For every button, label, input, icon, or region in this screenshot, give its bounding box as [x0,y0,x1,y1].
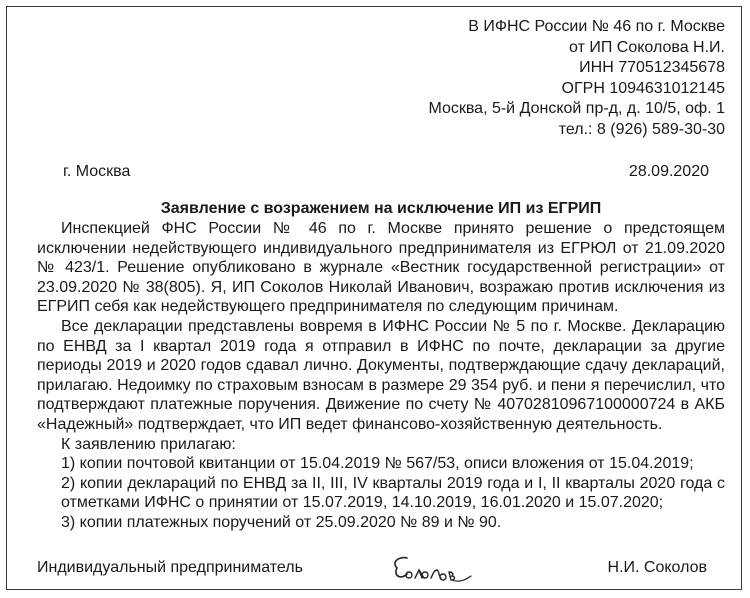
attachment-item: 2) копии деклараций по ЕНВД за II, III, IV кварталы 2019 года и I, II кварталы 2020 года с отметками ИФНС о принятии от 15.07.2019, 14.10.2019, 16.01.2020 и 15.07.2020; [61,474,725,512]
sender-line: от ИП Соколова Н.И. [569,38,725,56]
address-line: Москва, 5-й Донской пр-д, д. 10/5, оф. 1 [428,100,725,117]
attachment-item: 1) копии почтовой квитанции от 15.04.2019 № 567/53, описи вложения от 15.04.2019; [61,455,694,473]
ogrn-line: ОГРН 1094631012145 [561,79,725,97]
inn-line: ИНН 770512345678 [579,59,725,76]
attachment-item: 3) копии платежных поручений от 25.09.2020 № 89 и № 90. [61,513,502,531]
recipient-line: В ИФНС России № 46 по г. Москве [468,18,725,35]
signer-role: Индивидуальный предприниматель [37,559,303,576]
paragraph-decision: Инспекцией ФНС России № 46 по г. Москве принято решение о предстоящем исключении недействующего индивидуального предпринимателя из ЕГРЮЛ от 21.09.2020 № 423/1. Решение опубликовано в журнале «Вестник государственной регистрации» от 23.09.2020 № 38(805). Я, ИП Соколов Николай Иванович, возражаю против исключения из ЕГРИП себя как недействующего предпринимателя по следующим причинам. [37,220,725,316]
addressee-block [419,17,725,140]
document-sheet [6,6,742,590]
document-body [37,219,725,533]
document-title: Заявление с возражением на исключение ИП из ЕГРИП [160,200,602,217]
document-date: 28.09.2020 [628,163,709,180]
signer-name: Н.И. Соколов [607,559,707,576]
paragraph-arguments: Все декларации представлены вовремя в ИФНС России № 5 по г. Москве. Декларацию по ЕНВД за I квартал 2019 года я отправил в ИФНС по почте, декларации за другие периоды 2019 и 2020 годов сдавал лично. Документы, подтверждающие сдачу деклараций, прилагаю. Недоимку по страховым взносам в размере 29 354 руб. и пени я перечислил, что подтверждают платежные поручения. Движение по счету № 40702810967100000724 в АКБ «Надежный» подтверждает, что ИП ведет финансово-хозяйственную деятельность. [37,317,725,433]
place-of-issue: г. Москва [63,163,131,180]
phone-line: тел.: 8 (926) 589-30-30 [558,120,725,138]
attachments-intro: К заявлению прилагаю: [61,435,236,453]
handwritten-signature [385,548,485,588]
